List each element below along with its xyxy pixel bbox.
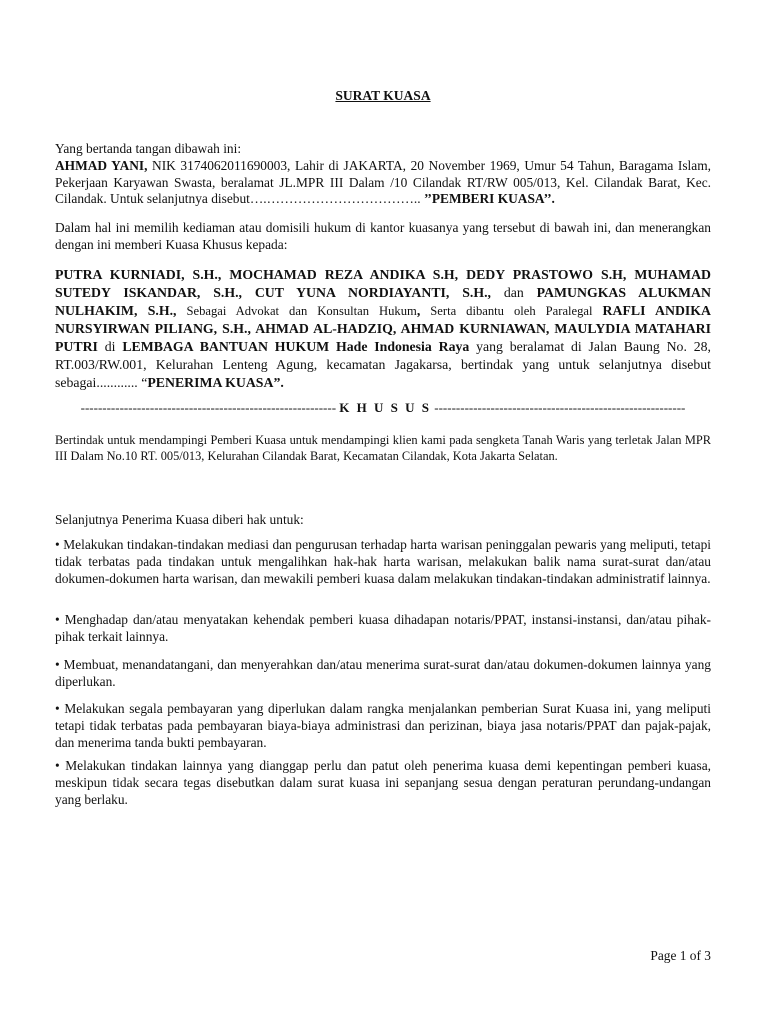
paralegal-text: Serta dibantu oleh Paralegal bbox=[420, 304, 603, 318]
at-word: di bbox=[97, 339, 123, 354]
page-number: Page 1 of 3 bbox=[650, 948, 711, 963]
intro-text: Yang bertanda tangan dibawah ini: bbox=[55, 141, 242, 156]
divider-label: K H U S U S bbox=[339, 400, 432, 415]
attorneys-paragraph bbox=[55, 266, 711, 392]
right-item-5: • Melakukan tindakan lainnya yang dianggap perlu dan patut oleh penerima kuasa demi kepentingan pemberi kuasa, meskipun tidak secara tegas disebutkan dalam surat kuasa ini sepanjang sesua dengan peraturan perundang-undangan yang berlaku. bbox=[55, 758, 711, 807]
recipient-role-close: ”. bbox=[273, 375, 284, 390]
rights-intro: Selanjutnya Penerima Kuasa diberi hak untuk: bbox=[55, 512, 304, 527]
and-word: dan bbox=[491, 285, 537, 300]
right-item-4: • Melakukan segala pembayaran yang diperlukan dalam rangka menjalankan pemberian Surat Kuasa ini, yang meliputi tetapi tidak terbatas pada pembayaran biaya-biaya administrasi dan perizinan, biaya jasa notaris/PPAT dan pajak-pajak, dan menerima tanda bukti pembayaran. bbox=[55, 701, 711, 750]
grantor-role: ’’PEMBERI KUASA’’. bbox=[420, 191, 555, 207]
right-item-2: • Menghadap dan/atau menyatakan kehendak pemberi kuasa dihadapan notaris/PPAT, instansi-instansi, dan/atau pihak-pihak terkait lainnya. bbox=[55, 612, 711, 644]
paralegal-names: RAFLI ANDIKA NURSYIRWAN PILIANG, S.H., AHMAD AL-HADZIQ, AHMAD KURNIAWAN, MAULYDIA MATAHARI PUTRI bbox=[55, 303, 711, 354]
divider-left-dashes: ----------------------------------------------------------- bbox=[80, 400, 340, 415]
grantor-paragraph bbox=[55, 141, 711, 208]
organization-address: yang beralamat di Jalan Baung No. 28, RT.003/RW.001, Kelurahan Lenteng Agung, kecamatan Jagakarsa, bertindak yang untuk selanjutnya disebut sebagai............ “ bbox=[55, 339, 711, 390]
right-item-3: • Membuat, menandatangani, dan menyerahkan dan/atau menerima surat-surat dan/atau dokumen-dokumen lainnya yang diperlukan. bbox=[55, 657, 711, 689]
document-title: SURAT KUASA bbox=[335, 88, 431, 103]
advocate-text: Sebagai Advokat dan Konsultan Hukum bbox=[176, 304, 417, 318]
case-paragraph: Bertindak untuk mendampingi Pemberi Kuasa untuk mendampingi klien kami pada sengketa Tanah Waris yang terletak Jalan MPR III Dalam No.10 RT. 005/013, Kelurahan Cilandak Barat, Kecamatan Cilandak, Kota Jakarta Selatan. bbox=[55, 433, 711, 464]
khusus-divider bbox=[55, 400, 711, 416]
document-page bbox=[55, 0, 711, 1024]
organization-name: LEMBAGA BANTUAN HUKUM Hade Indonesia Raya bbox=[122, 339, 470, 354]
advocate-comma: , bbox=[416, 303, 421, 318]
recipient-role: PENERIMA KUASA bbox=[147, 375, 274, 390]
attorney-names-group-1: PUTRA KURNIADI, S.H., MOCHAMAD REZA ANDIKA S.H, DEDY PRASTOWO S.H, MUHAMAD SUTEDY ISKANDAR, S.H., CUT YUNA NORDIAYANTI, S.H., bbox=[55, 267, 711, 300]
right-item-1: • Melakukan tindakan-tindakan mediasi dan pengurusan terhadap harta warisan peninggalan pewaris yang meliputi, tetapi tidak terbatas pada tindakan untuk mengalihkan hak-hak harta warisan, melakukan balik nama surat-surat dan/atau dokumen-dokumen harta warisan, dan mewakili pemberi kuasa dalam melakukan tindakan-tindakan administratif lainnya. bbox=[55, 537, 711, 586]
grantor-name: AHMAD YANI, bbox=[55, 157, 148, 173]
attorney-names-group-2: PAMUNGKAS ALUKMAN NULHAKIM, S.H., bbox=[55, 285, 711, 318]
domicile-paragraph: Dalam hal ini memilih kediaman atau domisili hukum di kantor kuasanya yang tersebut di bawah ini, dan menerangkan dengan ini memberi Kuasa Khusus kepada: bbox=[55, 220, 711, 252]
grantor-details: NIK 3174062011690003, Lahir di JAKARTA, 20 November 1969, Umur 54 Tahun, Baragama Islam, Pekerjaan Karyawan Swasta, beralamat JL.MPR III Dalam /10 Cilandak RT/RW 005/013, Kel. Cilandak Barat, Kec. Cilandak. Untuk selanjutnya disebut….…………………………….. bbox=[55, 157, 711, 207]
divider-right-dashes: ---------------------------------------------------------- bbox=[431, 400, 686, 415]
